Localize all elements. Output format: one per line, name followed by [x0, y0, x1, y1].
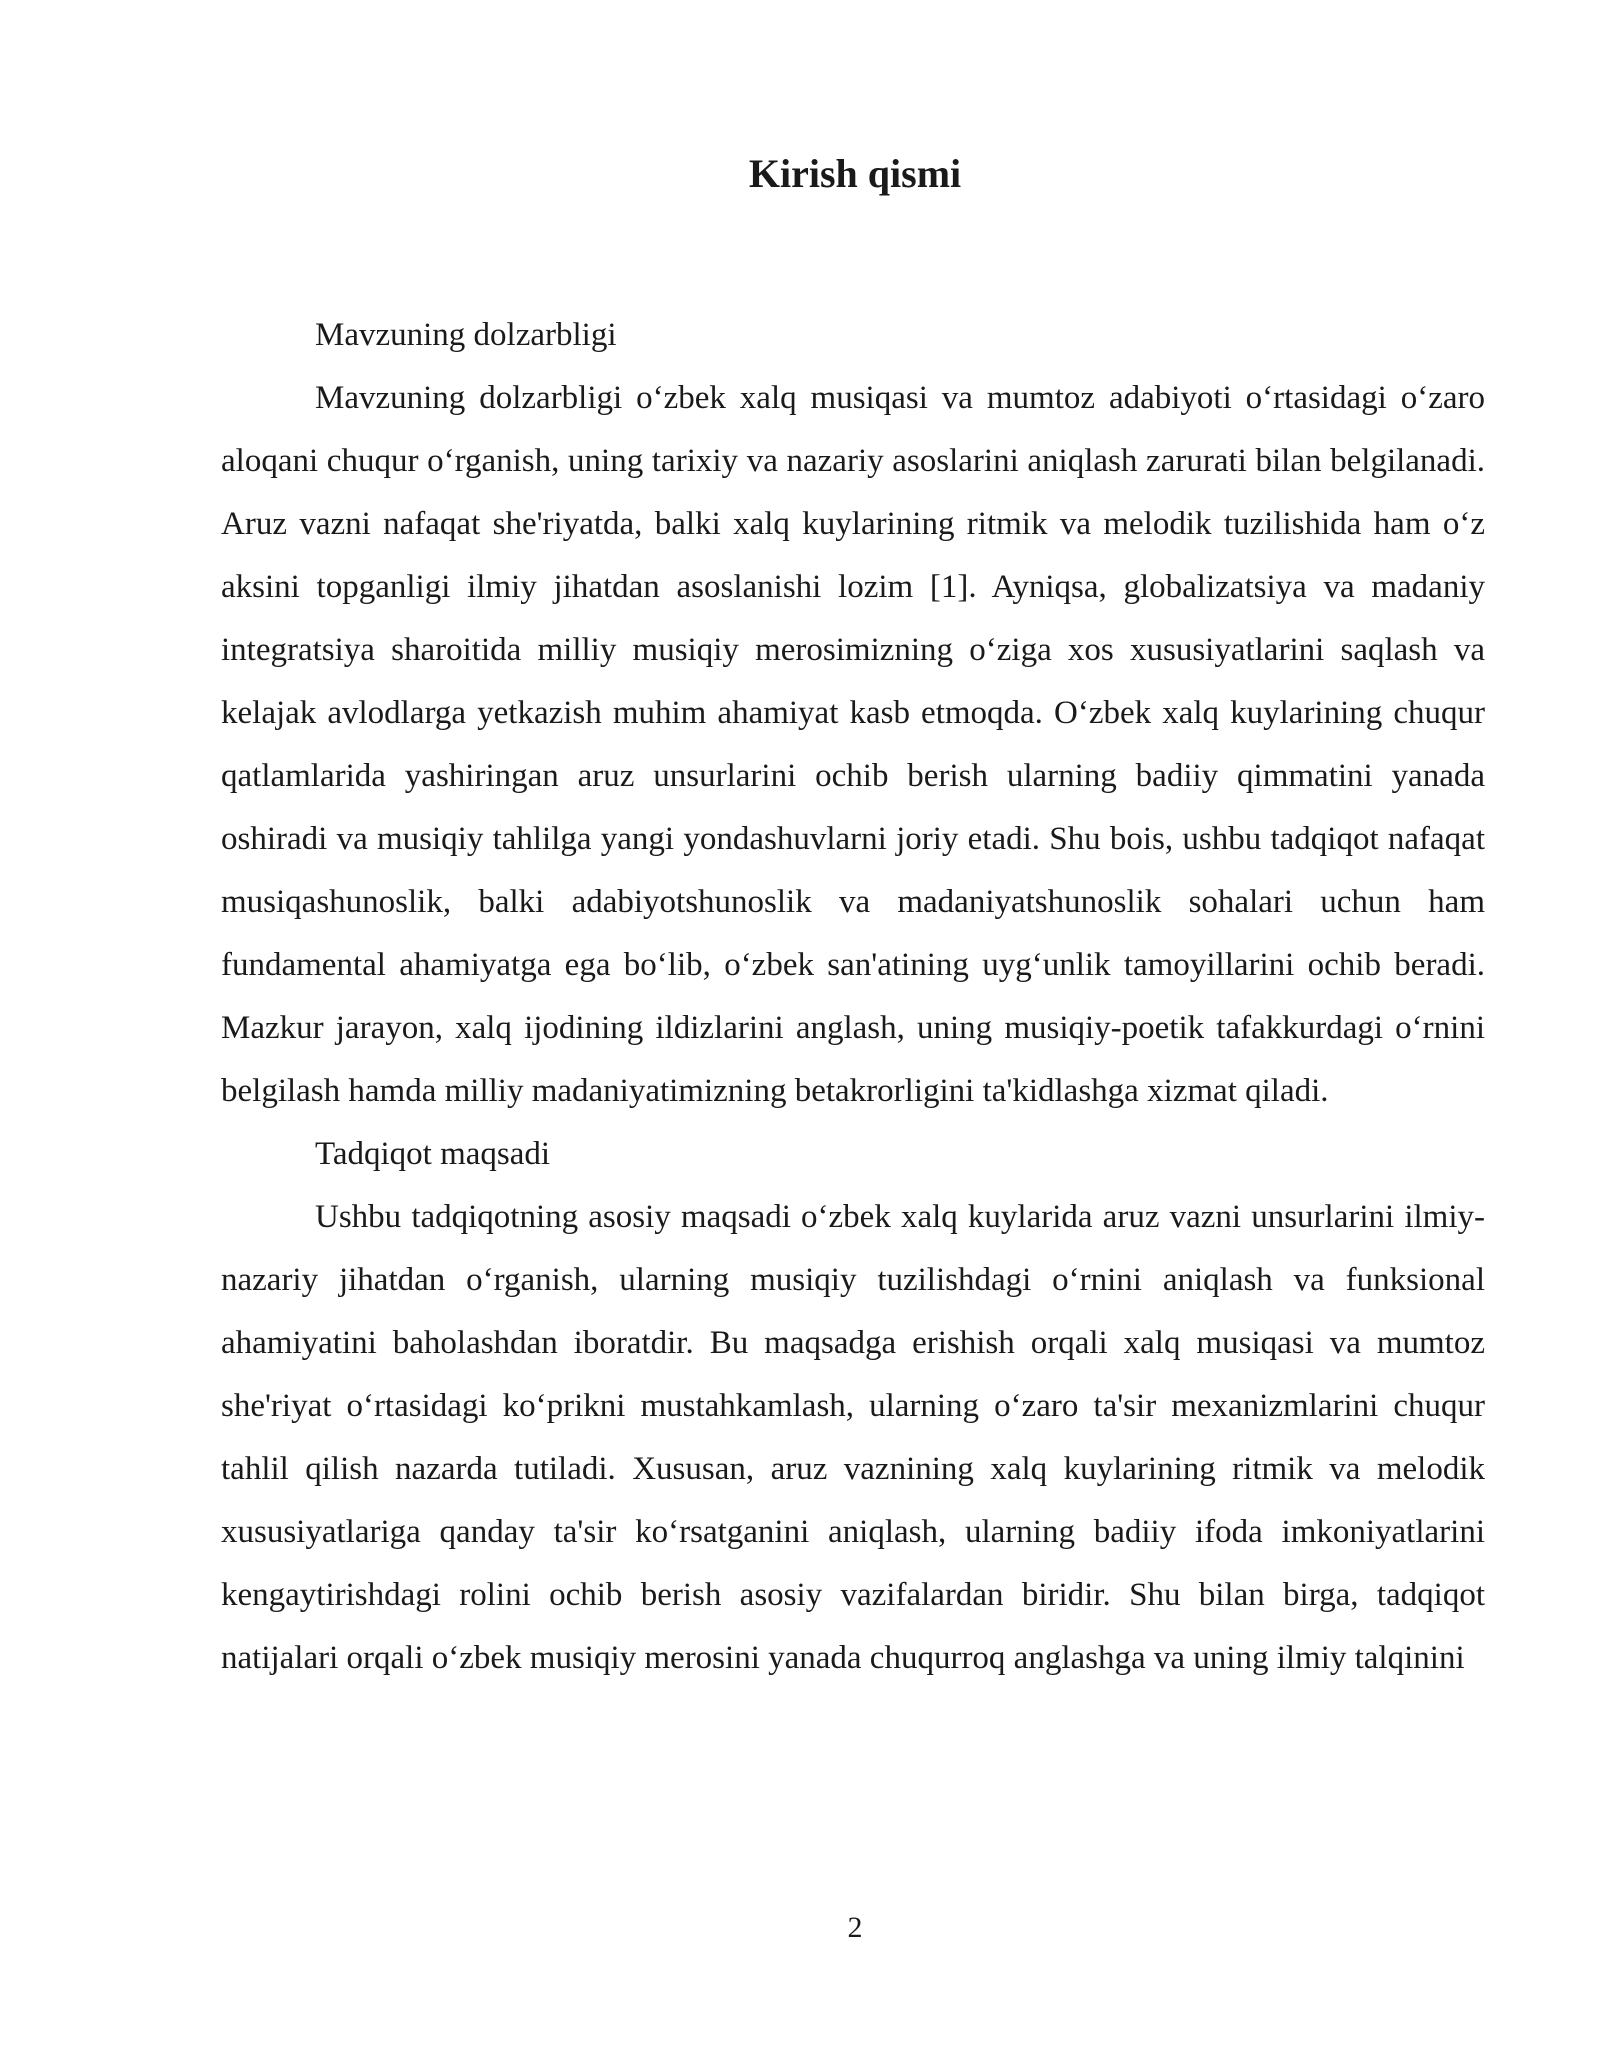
section-goal: [221, 1123, 1485, 1690]
section-paragraph-relevance: Mavzuning dolzarbligi o‘zbek xalq musiqasi va mumtoz adabiyoti o‘rtasidagi o‘zaro aloqani chuqur o‘rganish, uning tarixiy va nazariy asoslarini aniqlash zarurati bilan belgilanadi. Aruz vazni nafaqat she'riyatda, balki xalq kuylarining ritmik va melodik tuzilishida ham o‘z aksini topganligi ilmiy jihatdan asoslanishi lozim [1]. Ayniqsa, globalizatsiya va madaniy integratsiya sharoitida milliy musiqiy merosimizning o‘ziga xos xususiyatlarini saqlash va kelajak avlodlarga yetkazish muhim ahamiyat kasb etmoqda. O‘zbek xalq kuylarining chuqur qatlamlarida yashiringan aruz unsurlarini ochib berish ularning badiiy qimmatini yanada oshiradi va musiqiy tahlilga yangi yondashuvlarni joriy etadi. Shu bois, ushbu tadqiqot nafaqat musiqashunoslik, balki adabiyotshunoslik va madaniyatshunoslik sohalari uchun ham fundamental ahamiyatga ega bo‘lib, o‘zbek san'atining uyg‘unlik tamoyillarini ochib beradi. Mazkur jarayon, xalq ijodining ildizlarini anglash, uning musiqiy-poetik tafakkurdagi o‘rnini belgilash hamda milliy madaniyatimizning betakrorligini ta'kidlashga xizmat qiladi.: [221, 380, 1485, 1109]
page-title: Kirish qismi: [748, 151, 962, 196]
section-paragraph-goal: Ushbu tadqiqotning asosiy maqsadi o‘zbek xalq kuylarida aruz vazni unsurlarini ilmiy-nazariy jihatdan o‘rganish, ularning musiqiy tuzilishdagi o‘rnini aniqlash va funksional ahamiyatini baholashdan iboratdir. Bu maqsadga erishish orqali xalq musiqasi va mumtoz she'riyat o‘rtasidagi ko‘prikni mustahkamlash, ularning o‘zaro ta'sir mexanizmlarini chuqur tahlil qilish nazarda tutiladi. Xususan, aruz vaznining xalq kuylarining ritmik va melodik xususiyatlariga qanday ta'sir ko‘rsatganini aniqlash, ularning badiiy ifoda imkoniyatlarini kengaytirishdagi rolini ochib berish asosiy vazifalardan biridir. Shu bilan birga, tadqiqot natijalari orqali o‘zbek musiqiy merosini yanada chuqurroq anglashga va uning ilmiy talqinini: [221, 1199, 1485, 1676]
section-relevance: [221, 304, 1485, 1123]
page-number: 2: [847, 1911, 863, 1944]
section-heading-relevance: Mavzuning dolzarbligi: [315, 317, 617, 353]
document-body: [221, 304, 1485, 1690]
section-heading-goal: Tadqiqot maqsadi: [315, 1136, 551, 1172]
